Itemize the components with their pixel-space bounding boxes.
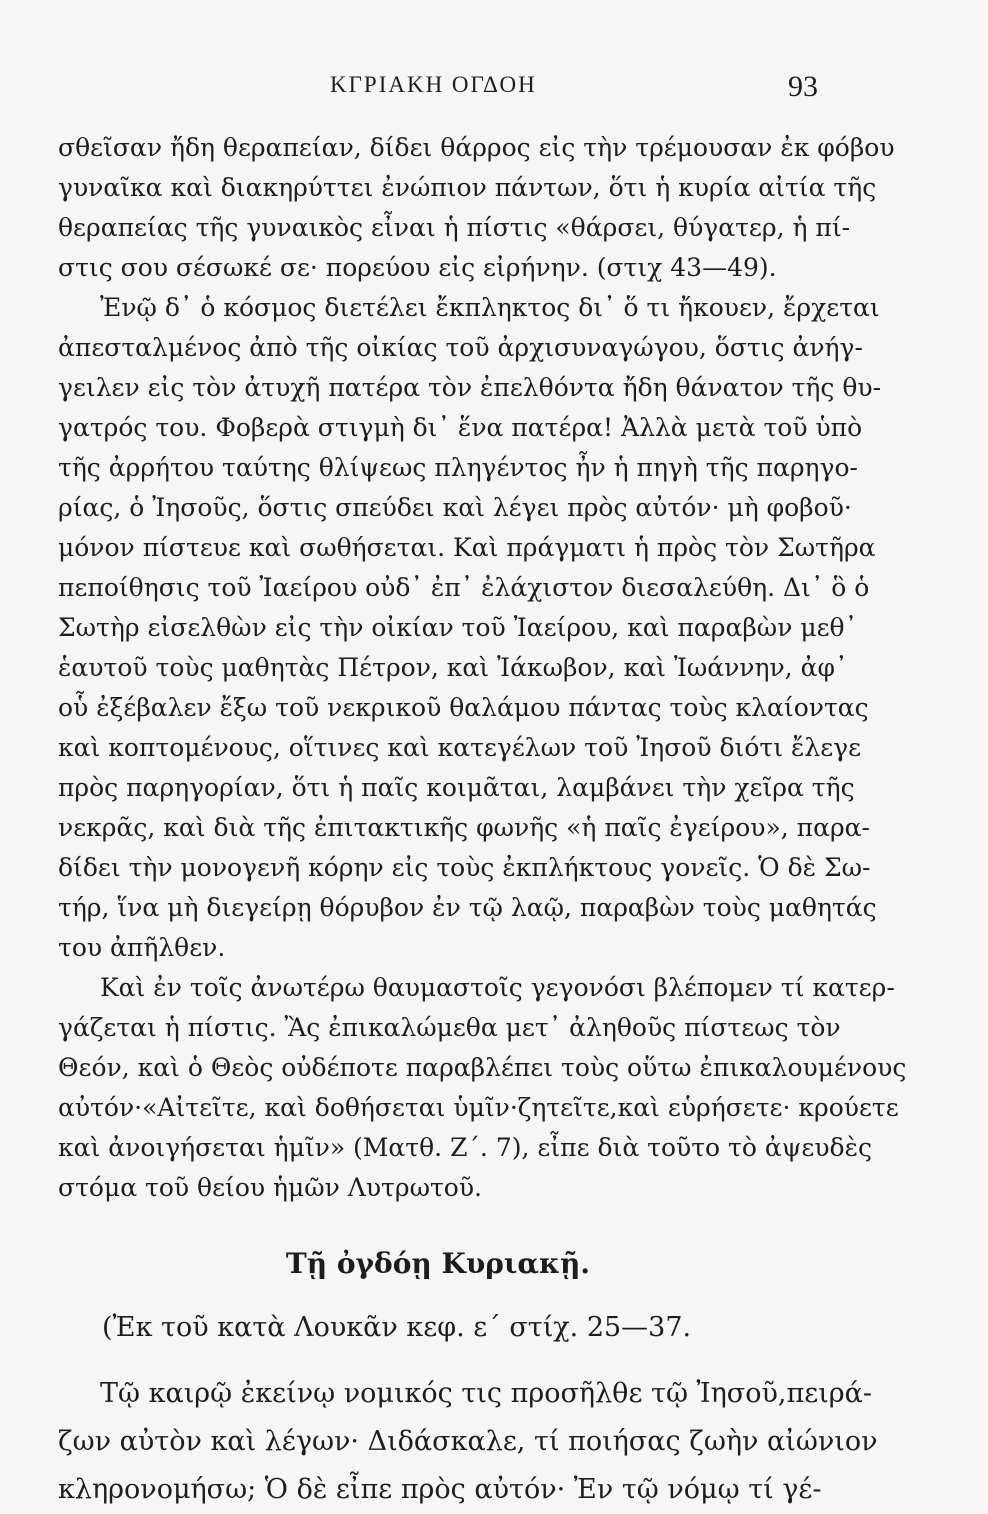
text-line: τῆς ἀρρήτου ταύτης θλίψεως πληγέντος ἦν ἡ πηγὴ τῆς παρηγο- xyxy=(58,453,858,482)
text-line: νεκρᾶς, καὶ διὰ τῆς ἐπιτακτικῆς φωνῆς «ἡ παῖς ἐγείρου», παρα- xyxy=(58,813,870,842)
paragraph-3 xyxy=(58,968,907,1208)
page-number: 93 xyxy=(788,70,818,103)
text-line: κληρονομήσω; Ὁ δὲ εἶπε πρὸς αὐτόν· Ἐν τῷ νόμῳ τί γέ- xyxy=(58,1474,822,1505)
text-line: ἀπεσταλμένος ἀπὸ τῆς οἰκίας τοῦ ἀρχισυναγώγου, ὅστις ἀνήγ- xyxy=(58,333,863,362)
text-line: καὶ κοπτομένους, οἵτινες καὶ κατεγέλων τοῦ Ἰησοῦ διότι ἔλεγε xyxy=(58,733,862,762)
text-line: γατρός του. Φοβερὰ στιγμὴ δι᾽ ἕνα πατέρα! Ἀλλὰ μετὰ τοῦ ὑπὸ xyxy=(58,413,863,442)
spacer xyxy=(58,1350,818,1370)
text-line: πεποίθησις τοῦ Ἰαείρου οὐδ᾽ ἐπ᾽ ἐλάχιστον διεσαλεύθη. Δι᾽ ὃ ὁ xyxy=(58,573,870,602)
section-heading: Τῇ ὀγδόῃ Κυριακῇ. xyxy=(285,1247,591,1280)
text-line: ἑαυτοῦ τοὺς μαθητὰς Πέτρον, καὶ Ἰάκωβον, καὶ Ἰωάννην, ἀφ᾽ xyxy=(58,653,848,682)
text-line: σθεῖσαν ἤδη θεραπείαν, δίδει θάρρος εἰς τὴν τρέμουσαν ἐκ φόβου xyxy=(58,133,895,162)
page-body xyxy=(58,128,907,1514)
scripture-reference: (Ἐκ τοῦ κατὰ Λουκᾶν κεφ. ε΄ στίχ. 25—37. xyxy=(102,1312,692,1343)
running-title: ΚΓΡΙΑΚΗ ΟΓΔΟΗ xyxy=(330,72,537,97)
text-line: στόμα τοῦ θείου ἡμῶν Λυτρωτοῦ. xyxy=(58,1173,482,1202)
text-line: θεραπείας τῆς γυναικὸς εἶναι ἡ πίστις «θάρσει, θύγατερ, ἡ πί- xyxy=(58,213,851,242)
text-line: καὶ ἀνοιγήσεται ἡμῖν» (Ματθ. Ζ΄. 7), εἶπε διὰ τοῦτο τὸ ἀψευδὲς xyxy=(58,1133,872,1162)
text-line: του ἀπῆλθεν. xyxy=(58,933,226,962)
text-line: οὗ ἐξέβαλεν ἔξω τοῦ νεκρικοῦ θαλάμου πάντας τοὺς κλαίοντας xyxy=(58,693,869,722)
text-line: γυναῖκα καὶ διακηρύττει ἐνώπιον πάντων, ὅτι ἡ κυρία αἰτία τῆς xyxy=(58,173,877,202)
text-line: Ἐνῷ δ᾽ ὁ κόσμος διετέλει ἔκπληκτος δι᾽ ὅ τι ἤκουεν, ἔρχεται xyxy=(100,293,880,322)
paragraph-2 xyxy=(58,288,882,968)
paragraph-4 xyxy=(58,1370,878,1514)
text-line: ζων αὐτὸν καὶ λέγων· Διδάσκαλε, τί ποιήσας ζωὴν αἰώνιον xyxy=(58,1426,878,1457)
text-line: τήρ, ἵνα μὴ διεγείρῃ θόρυβον ἐν τῷ λαῷ, παραβὼν τοὺς μαθητάς xyxy=(58,893,877,922)
paragraph-1 xyxy=(58,128,895,288)
text-line: δίδει τὴν μονογενῆ κόρην εἰς τοὺς ἐκπλήκτους γονεῖς. Ὁ δὲ Σω- xyxy=(58,853,871,882)
text-line: γειλεν εἰς τὸν ἀτυχῆ πατέρα τὸν ἐπελθόντα ἤδη θάνατον τῆς θυ- xyxy=(58,373,882,402)
text-line: γάζεται ἡ πίστις. Ἂς ἐπικαλώμεθα μετ᾽ ἀληθοῦς πίστεως τὸν xyxy=(58,1013,841,1042)
text-line: μόνον πίστευε καὶ σωθήσεται. Καὶ πράγματι ἡ πρὸς τὸν Σωτῆρα xyxy=(58,533,876,562)
text-line: πρὸς παρηγορίαν, ὅτι ἡ παῖς κοιμᾶται, λαμβάνει τὴν χεῖρα τῆς xyxy=(58,773,855,802)
text-line: Σωτὴρ εἰσελθὼν εἰς τὴν οἰκίαν τοῦ Ἰαείρου, καὶ παραβὼν μεθ᾽ xyxy=(58,613,858,642)
text-line: αὐτόν·«Αἰτεῖτε, καὶ δοθήσεται ὑμῖν·ζητεῖτε,καὶ εὑρήσετε· κρούετε xyxy=(58,1093,899,1122)
running-header xyxy=(0,72,988,108)
text-line: Τῷ καιρῷ ἐκείνῳ νομικός τις προσῆλθε τῷ Ἰησοῦ,πειρά- xyxy=(100,1378,873,1409)
text-line: Καὶ ἐν τοῖς ἀνωτέρω θαυμαστοῖς γεγονόσι βλέπομεν τί κατερ- xyxy=(100,973,895,1002)
text-line: ρίας, ὁ Ἰησοῦς, ὅστις σπεύδει καὶ λέγει πρὸς αὐτόν· μὴ φοβοῦ· xyxy=(58,493,852,522)
text-line: στις σου σέσωκέ σε· πορεύου εἰς εἰρήνην. (στιχ 43—49). xyxy=(58,253,777,282)
text-line: Θεόν, καὶ ὁ Θεὸς οὐδέποτε παραβλέπει τοὺς οὕτω ἐπικαλουμένους xyxy=(58,1053,907,1082)
